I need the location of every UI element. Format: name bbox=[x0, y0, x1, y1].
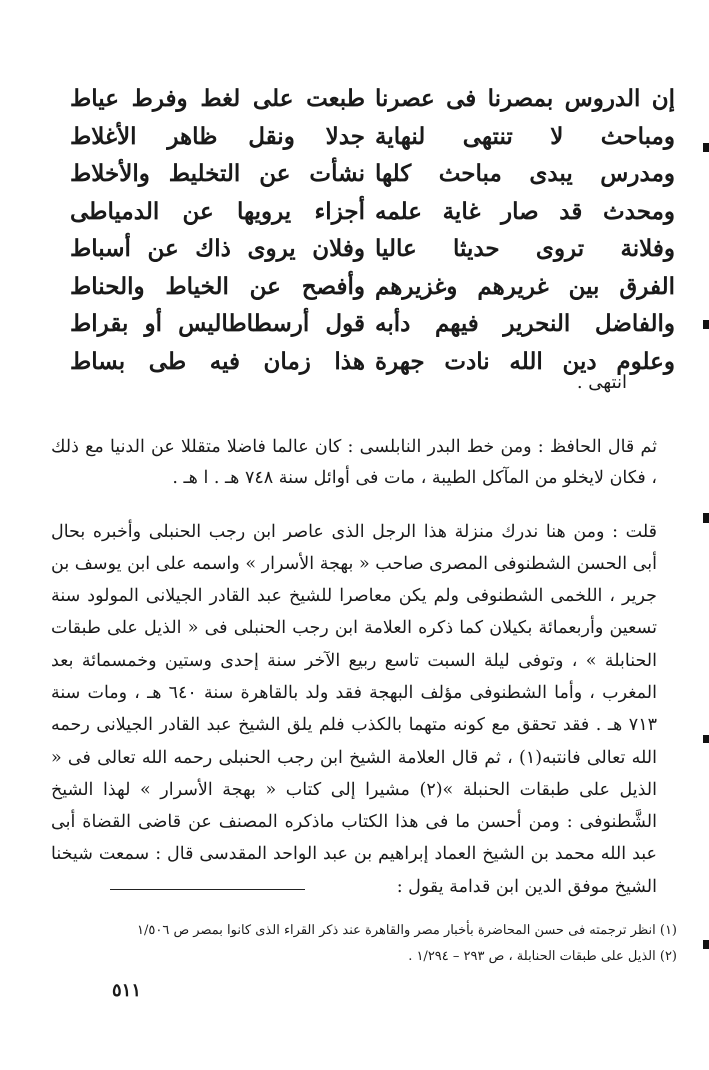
poem-end-word: انتهى . bbox=[576, 372, 627, 393]
verse-second-hemistich: نشأت عن التخليط والأخلاط bbox=[70, 160, 365, 188]
margin-mark bbox=[703, 513, 709, 523]
poem bbox=[70, 80, 675, 380]
verse-second-hemistich: أجزاء يرويها عن الدمياطى bbox=[70, 197, 365, 225]
verse-second-hemistich: وأفصح عن الخياط والحناط bbox=[70, 272, 365, 300]
verse-second-hemistich: هذا زمان فيه طى بساط bbox=[70, 347, 365, 375]
margin-mark bbox=[703, 143, 709, 152]
verse-second-hemistich: وفلان يروى ذاك عن أسباط bbox=[70, 235, 365, 263]
footnotes bbox=[72, 918, 677, 970]
footnote: (١) انظر ترجمته فى حسن المحاضرة بأخبار مصر والقاهرة عند ذكر القراء الذى كانوا بمصر ص ١/٥٠٦ bbox=[137, 923, 677, 938]
page-number: ٥١١ bbox=[112, 980, 142, 1001]
footnote: (٢) الذيل على طبقات الحنابلة ، ص ٢٩٣ – ١/٢٩٤ . bbox=[408, 949, 677, 964]
verse bbox=[70, 268, 675, 306]
margin-mark bbox=[703, 940, 709, 949]
verse-first-hemistich: وفلانة تروى حديثا عاليا bbox=[375, 235, 675, 263]
footnote-divider bbox=[110, 889, 305, 890]
verse-first-hemistich: الفرق بين غريرهم وغزيرهم bbox=[375, 272, 675, 300]
verse-first-hemistich: ومدرس يبدى مباحث كلها bbox=[375, 160, 675, 188]
verse-first-hemistich: ومباحث لا تنتهى لنهاية bbox=[375, 122, 675, 150]
verse bbox=[70, 193, 675, 231]
verse bbox=[70, 80, 675, 118]
verse-first-hemistich: وعلوم دين الله نادت جهرة bbox=[375, 347, 675, 375]
paragraph: ثم قال الحافظ : ومن خط البدر النابلسى : كان عالما فاضلا متقللا عن الدنيا مع ذلك ، فكان لايخلو من المآكل الطيبة ، مات فى أوائل سنة ٧٤٨ هـ . ا هـ . bbox=[51, 436, 657, 488]
verse-second-hemistich: طبعت على لغط وفرط عياط bbox=[70, 85, 365, 113]
verse-second-hemistich: جدلا ونقل ظاهر الأغلاط bbox=[70, 122, 365, 150]
verse bbox=[70, 118, 675, 156]
verse bbox=[70, 230, 675, 268]
verse-first-hemistich: إن الدروس بمصرنا فى عصرنا bbox=[375, 85, 675, 113]
verse-first-hemistich: ومحدث قد صار غاية علمه bbox=[375, 197, 675, 225]
paragraph: قلت : ومن هنا ندرك منزلة هذا الرجل الذى عاصر ابن رجب الحنبلى وأخبره بحال أبى الحسن الشطنوفى المصرى صاحب « بهجة الأسرار » واسمه على ابن يوسف بن جرير ، اللخمى الشطنوفى ولم يكن معاصرا للشيخ عبد القادر الجيلانى المولود سنة تسعين وأربعمائة بكيلان كما ذكره العلامة ابن رجب الحنبلى فى « الذيل على طبقات الحنابلة » ، وتوفى ليلة السبت تاسع ربيع الآخر سنة إحدى وستين وخمسمائة بعد المغرب ، وأما الشطنوفى مؤلف البهجة فقد ولد بالقاهرة سنة ٦٤٠ هـ ، ومات سنة ٧١٣ هـ . فقد تحقق مع كونه متهما بالكذب فلم يلق الشيخ عبد القادر الجيلانى رحمه الله تعالى فانتبه(١) ، ثم قال العلامة الشيخ ابن رجب الحنبلى رحمه الله تعالى فى « الذيل على طبقات الحنبلة »(٢) مشيرا إلى كتاب « بهجة الأسرار » لهذا الشيخ الشَّطنوفى : ومن أحسن ما فى هذا الكتاب ماذكره المصنف عن قاضى القضاة أبى عبد الله محمد بن الشيخ العماد إبراهيم بن عبد الواحد المقدسى قال : سمعت شيخنا الشيخ موفق الدين ابن قدامة يقول : bbox=[51, 521, 657, 897]
verse bbox=[70, 305, 675, 343]
verse-first-hemistich: والفاضل النحرير فيهم دأبه bbox=[375, 310, 675, 338]
verse bbox=[70, 155, 675, 193]
margin-mark bbox=[703, 320, 709, 329]
margin-mark bbox=[703, 735, 709, 743]
verse-second-hemistich: قول أرسطاطاليس أو بقراط bbox=[70, 310, 365, 338]
